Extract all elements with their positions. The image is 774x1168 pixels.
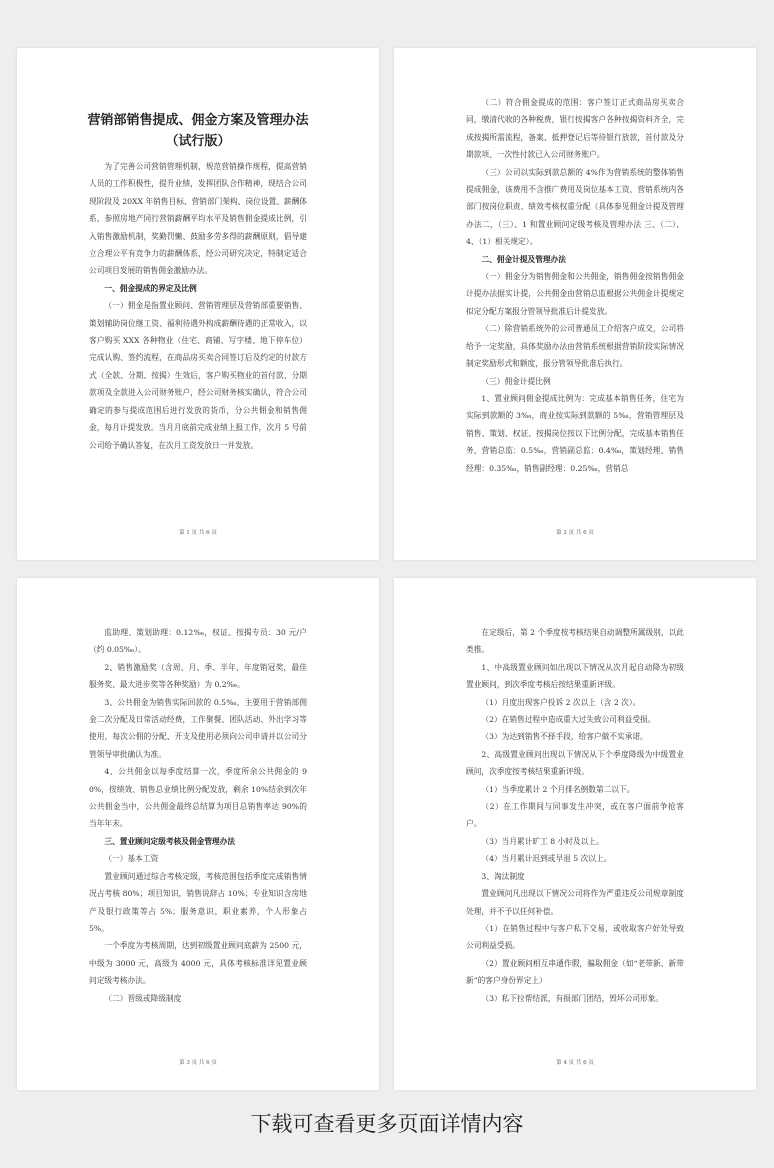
document-title — [57, 110, 339, 152]
section-heading: 一、佣金提成的界定及比例 — [104, 283, 197, 293]
paragraph: （二）符合佣金提成的范围：客户签订正式商品房买卖合同，缴清代收的各种税费，银行按揭客户各种按揭资料齐全，完成按揭所需流程，备案、抵押登记后等待银行放款，首付款及分期款项、一次性付款已入公司财务账户。 — [466, 98, 684, 160]
section-heading: 二、佣金计提及管理办法 — [481, 254, 566, 264]
document-page-2 — [394, 48, 756, 560]
intro-paragraph: 为了完善公司营销管理机制，规范营销操作规程，提高营销人员的工作积极性，提升业绩，发挥团队合作精神，现结合公司现阶段及 20XX 年销售目标、营销部门架构、岗位设置、薪酬体系，参照房地产同行营销薪酬平均水平及销售佣金提成比例，引入销售激励机制，奖勤罚懒、鼓励多劳多得的薪酬原则，倡导建立合理公平有竞争力的薪酬体系，经公司研究决定，特制定适合公司项目发展的销售佣金激励办法。 — [89, 162, 307, 276]
download-more-caption[interactable]: 下载可查看更多页面详情内容 — [250, 1112, 524, 1136]
page-2-body — [466, 94, 684, 477]
paragraph: （2）在工作期间与同事发生冲突，或在客户面前争抢客户。 — [466, 802, 684, 829]
paragraph: 置业顾问凡出现以下情况公司将作为严重违反公司规章制度处理，并不予以任何补偿。 — [466, 889, 684, 916]
paragraph: 1、置业顾问佣金提成比例为：完成基本销售任务，住宅为实际到款额的 3‰，商业按实际到款额的 5‰，营销管理层及销售、策划、权证、按揭岗位按以下比例分配，完成基本销售任务，营销总监：0.5‰，营销副总监：0.4‰，策划经理、销售经理：0.35‰，销售副经理：0.25‰，营销总 — [466, 393, 684, 473]
page-footer: 第 3 页 共 6 页 — [179, 1060, 217, 1066]
paragraph: （一）基本工资 — [104, 854, 159, 864]
paragraph: （三）佣金计提比例 — [481, 376, 551, 386]
page-4-body — [466, 624, 684, 1007]
page-footer: 第 2 页 共 6 页 — [556, 530, 594, 536]
paragraph: 监助理、策划助理：0.12‰，权证、按揭专员：30 元/户（约 0.05‰）。 — [89, 628, 307, 655]
paragraph: 2、高级置业顾问出现以下情况从下个季度降级为中级置业顾问，次季度按考核结果重新评级。 — [466, 749, 684, 777]
paragraph: （二）除营销系统外的公司普通员工介绍客户成交，公司将给予一定奖励，具体奖励办法由营销系统根据营销阶段实际情况制定奖励形式和额度，报分管领导批准后执行。 — [466, 324, 684, 369]
paragraph: （三）公司以实际到款总额的 4%作为营销系统的整体销售提成佣金，该费用不含推广费用及岗位基本工资，营销系统内各部门按岗位职责、绩效考核权重分配（具体参见佣金计提及管理办法二、（三）、1 和置业顾问定级考核及管理办法 三、（二）、4、（1）相关规定）。 — [466, 167, 684, 247]
paragraph: （2）置业顾问相互串通作假，骗取佣金（如“老带新、新带新”的客户身份界定上） — [466, 958, 684, 986]
document-page-3 — [17, 578, 379, 1090]
section-heading: 三、置业顾问定级考核及佣金管理办法 — [104, 836, 236, 846]
page-1-body — [89, 158, 307, 454]
paragraph: （3）为达到销售不择手段，给客户做不实承诺。 — [481, 732, 648, 742]
title-main: 营销部销售提成、佣金方案及管理办法 — [87, 113, 309, 128]
paragraph: 3、淘汰制度 — [481, 871, 525, 881]
page-footer: 第 1 页 共 6 页 — [179, 530, 217, 536]
document-page-1 — [17, 48, 379, 560]
paragraph: （3）私下拉帮结派，有损部门团结，毁坏公司形象。 — [481, 993, 664, 1003]
title-subtitle: （试行版） — [165, 134, 231, 149]
paragraph: 置业顾问通过综合考核定级，考核范围包括季度完成销售情况占考核 80%；项目知识，销售说辞占 10%；专业知识含房地产及银行政策等占 5%；服务意识，职业素养，个人形象占 5%。 — [89, 871, 307, 933]
paragraph: （3）当月累计旷工 8 小时及以上。 — [481, 836, 604, 846]
paragraph: 4、公共佣金以每季度结算一次，季度所余公共佣金的 90%，按绩效、销售总业绩比例分配发放，剩余 10%结余到次年公共佣金当中，公共佣金最终总结算为项目总销售率达 90%的当年年末。 — [89, 767, 307, 829]
paragraph: 2、销售激励奖（含周、月、季、半年、年度销冠奖，最佳服务奖、最大进步奖等各种奖励）为 0.2‰。 — [89, 662, 307, 690]
paragraph: （2）在销售过程中造成重大过失致公司利益受损。 — [481, 715, 656, 725]
paragraph: 一个季度为考核周期，达到初级置业顾问底薪为 2500 元，中级为 3000 元，高级为 4000 元，具体考核标准详见置业顾问定级考核办法。 — [89, 941, 307, 986]
paragraph: （1）当季度累计 2 个月排名倒数第二以下。 — [481, 784, 635, 794]
paragraph: （二）晋级或降级制度 — [104, 993, 182, 1003]
paragraph: （一）佣金是指置业顾问、营销管理层及营销部重要销售、策划辅助岗位继工资、福利待遇外构成薪酬待遇的正常收入，以客户购买 XXX 各种物业（住宅、商铺、写字楼、地下停车位）完成认购、签约流程，在商品房买卖合同签订后及约定的付款方式（全款、分期、按揭）生效后，客户购买物业的首付款、分期款项及全款进入公司财务账户，经公司财务核实确认，符合公司确定的参与提成范围后进行发放的货币，分公共佣金和销售佣金，每月计提发放。当月月底前完成业绩上报工作，次月 5 号前公司给予确认答复，在次月工资发放日一并发放。 — [89, 301, 307, 450]
paragraph: （1）在销售过程中与客户私下交易，或收取客户好处导致公司利益受损。 — [466, 923, 684, 951]
paragraph: （4）当月累计迟到或早退 5 次以上。 — [481, 854, 612, 864]
paragraph: （一）佣金分为销售佣金和公共佣金，销售佣金按销售佣金计提办法据实计提，公共佣金由营销总监根据公共佣金计提规定拟定分配方案报分管领导批准后计提发放。 — [466, 272, 684, 316]
page-footer: 第 4 页 共 6 页 — [556, 1060, 594, 1066]
document-page-4 — [394, 578, 756, 1090]
paragraph: 1、中高级置业顾问如出现以下情况从次月起自动降为初级置业顾问，到次季度考核后按结果重新评级。 — [466, 662, 684, 690]
paragraph: 3、公共佣金为销售实际回款的 0.5‰，主要用于营销部佣金二次分配及日常活动经费，工作聚餐、团队活动、外出学习等使用，每次公佣的分配、开支及使用必须向公司申请并以公司分管领导审批确认为准。 — [89, 697, 307, 759]
paragraph: 在定级后，第 2 个季度按考核结果自动调整所属级别，以此类推。 — [466, 628, 684, 655]
page-3-body — [89, 624, 307, 1007]
paragraph: （1）月度出现客户投诉 2 次以上（含 2 次）。 — [481, 697, 641, 707]
